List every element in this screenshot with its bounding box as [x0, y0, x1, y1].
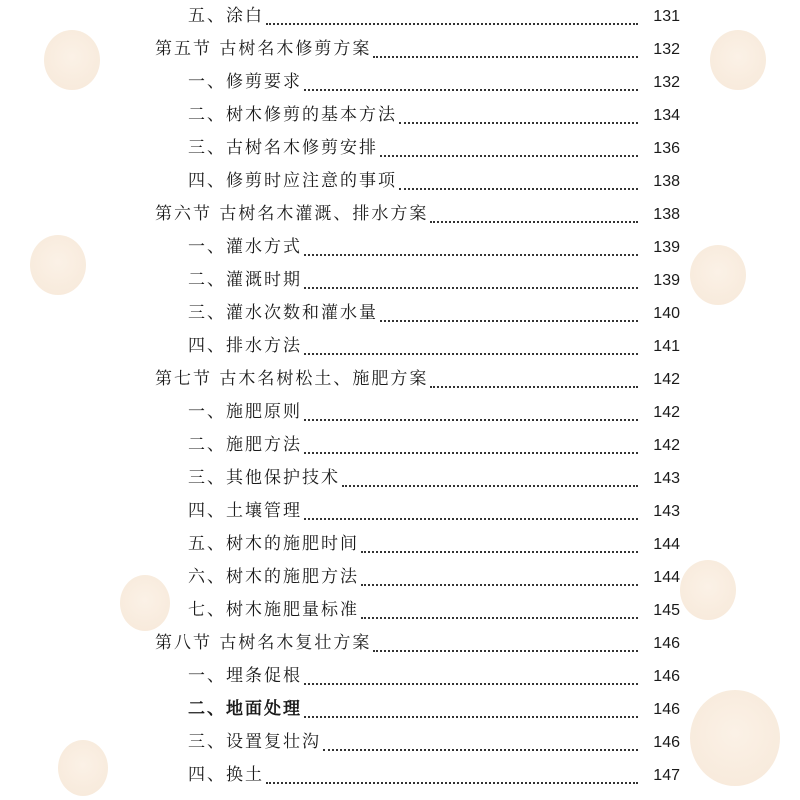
toc-leader-dots — [361, 615, 638, 619]
toc-leader-dots — [266, 780, 638, 784]
toc-page-number: 146 — [653, 635, 680, 652]
toc-row[interactable] — [0, 66, 800, 99]
toc-page-number: 138 — [653, 206, 680, 223]
toc-leader-dots — [380, 153, 638, 157]
toc-item-title: 一、埋条促根 — [188, 666, 302, 686]
toc-row[interactable] — [0, 99, 800, 132]
toc-leader-dots — [399, 186, 638, 190]
toc-leader-dots — [373, 54, 638, 58]
toc-section-title: 第五节 古树名木修剪方案 — [155, 39, 372, 59]
toc-leader-dots — [399, 120, 638, 124]
toc-item-title: 一、修剪要求 — [188, 72, 302, 92]
toc-page-number: 143 — [653, 470, 680, 487]
toc-leader-dots — [373, 648, 638, 652]
toc-row[interactable] — [0, 264, 800, 297]
toc-item-title: 六、树木的施肥方法 — [188, 567, 359, 587]
toc-row[interactable] — [0, 495, 800, 528]
toc-leader-dots — [304, 417, 638, 421]
toc-row[interactable] — [0, 330, 800, 363]
toc-leader-dots — [342, 483, 638, 487]
toc-leader-dots — [361, 549, 638, 553]
toc-row[interactable] — [0, 759, 800, 792]
toc-section-title: 第七节 古木名树松土、施肥方案 — [155, 369, 429, 389]
toc-row[interactable] — [0, 462, 800, 495]
toc-page-number: 140 — [653, 305, 680, 322]
toc-leader-dots — [304, 450, 638, 454]
toc-leader-dots — [323, 747, 638, 751]
toc-page-number: 144 — [653, 569, 680, 586]
toc-row[interactable] — [0, 396, 800, 429]
toc-section-title: 第八节 古树名木复壮方案 — [155, 633, 372, 653]
toc-page-number: 138 — [653, 173, 680, 190]
toc-leader-dots — [304, 252, 638, 256]
toc-page-number: 146 — [653, 734, 680, 751]
toc-leader-dots — [304, 87, 638, 91]
toc-page-number: 143 — [653, 503, 680, 520]
toc-row[interactable] — [0, 297, 800, 330]
toc-page-number: 141 — [653, 338, 680, 355]
toc-page-number: 131 — [653, 8, 680, 25]
toc-row[interactable] — [0, 693, 800, 726]
toc-row[interactable] — [0, 660, 800, 693]
toc-row[interactable] — [0, 165, 800, 198]
toc-item-title: 五、涂白 — [188, 6, 264, 26]
toc-page-number: 134 — [653, 107, 680, 124]
toc-page-number: 132 — [653, 74, 680, 91]
toc-page-number: 136 — [653, 140, 680, 157]
toc-leader-dots — [430, 219, 638, 223]
toc-leader-dots — [266, 21, 638, 25]
toc-leader-dots — [380, 318, 638, 322]
toc-item-title: 七、树木施肥量标准 — [188, 600, 359, 620]
toc-page-number: 142 — [653, 437, 680, 454]
toc-row[interactable] — [0, 528, 800, 561]
toc-row[interactable] — [0, 363, 800, 396]
toc-page-number: 147 — [653, 767, 680, 784]
toc-page-number: 145 — [653, 602, 680, 619]
toc-leader-dots — [304, 285, 638, 289]
toc-row[interactable] — [0, 132, 800, 165]
toc-row[interactable] — [0, 561, 800, 594]
toc-row[interactable] — [0, 627, 800, 660]
toc-item-title: 一、灌水方式 — [188, 237, 302, 257]
toc-row[interactable] — [0, 0, 800, 33]
toc-row[interactable] — [0, 231, 800, 264]
toc-page-number: 142 — [653, 404, 680, 421]
toc-item-title: 四、土壤管理 — [188, 501, 302, 521]
toc-page-number: 132 — [653, 41, 680, 58]
toc-row[interactable] — [0, 726, 800, 759]
toc-item-title: 四、修剪时应注意的事项 — [188, 171, 397, 191]
toc-leader-dots — [304, 714, 638, 718]
toc-item-title: 五、树木的施肥时间 — [188, 534, 359, 554]
toc-leader-dots — [304, 516, 638, 520]
toc-item-title: 二、地面处理 — [188, 699, 302, 719]
toc-row[interactable] — [0, 594, 800, 627]
toc-page-number: 146 — [653, 701, 680, 718]
toc-item-title: 二、灌溉时期 — [188, 270, 302, 290]
toc-page-number: 139 — [653, 239, 680, 256]
toc-item-title: 四、排水方法 — [188, 336, 302, 356]
toc-item-title: 三、灌水次数和灌水量 — [188, 303, 378, 323]
toc-item-title: 三、设置复壮沟 — [188, 732, 321, 752]
toc-row[interactable] — [0, 198, 800, 231]
toc-item-title: 三、其他保护技术 — [188, 468, 340, 488]
toc-leader-dots — [304, 681, 638, 685]
toc-row[interactable] — [0, 33, 800, 66]
toc-item-title: 三、古树名木修剪安排 — [188, 138, 378, 158]
toc-item-title: 二、施肥方法 — [188, 435, 302, 455]
toc-item-title: 四、换土 — [188, 765, 264, 785]
toc-item-title: 一、施肥原则 — [188, 402, 302, 422]
toc-page-number: 139 — [653, 272, 680, 289]
toc-row[interactable] — [0, 429, 800, 462]
toc-section-title: 第六节 古树名木灌溉、排水方案 — [155, 204, 429, 224]
toc-page-number: 142 — [653, 371, 680, 388]
toc-item-title: 二、树木修剪的基本方法 — [188, 105, 397, 125]
toc-page-number: 144 — [653, 536, 680, 553]
toc-leader-dots — [304, 351, 638, 355]
toc-leader-dots — [361, 582, 638, 586]
toc-page-number: 146 — [653, 668, 680, 685]
toc-leader-dots — [430, 384, 638, 388]
